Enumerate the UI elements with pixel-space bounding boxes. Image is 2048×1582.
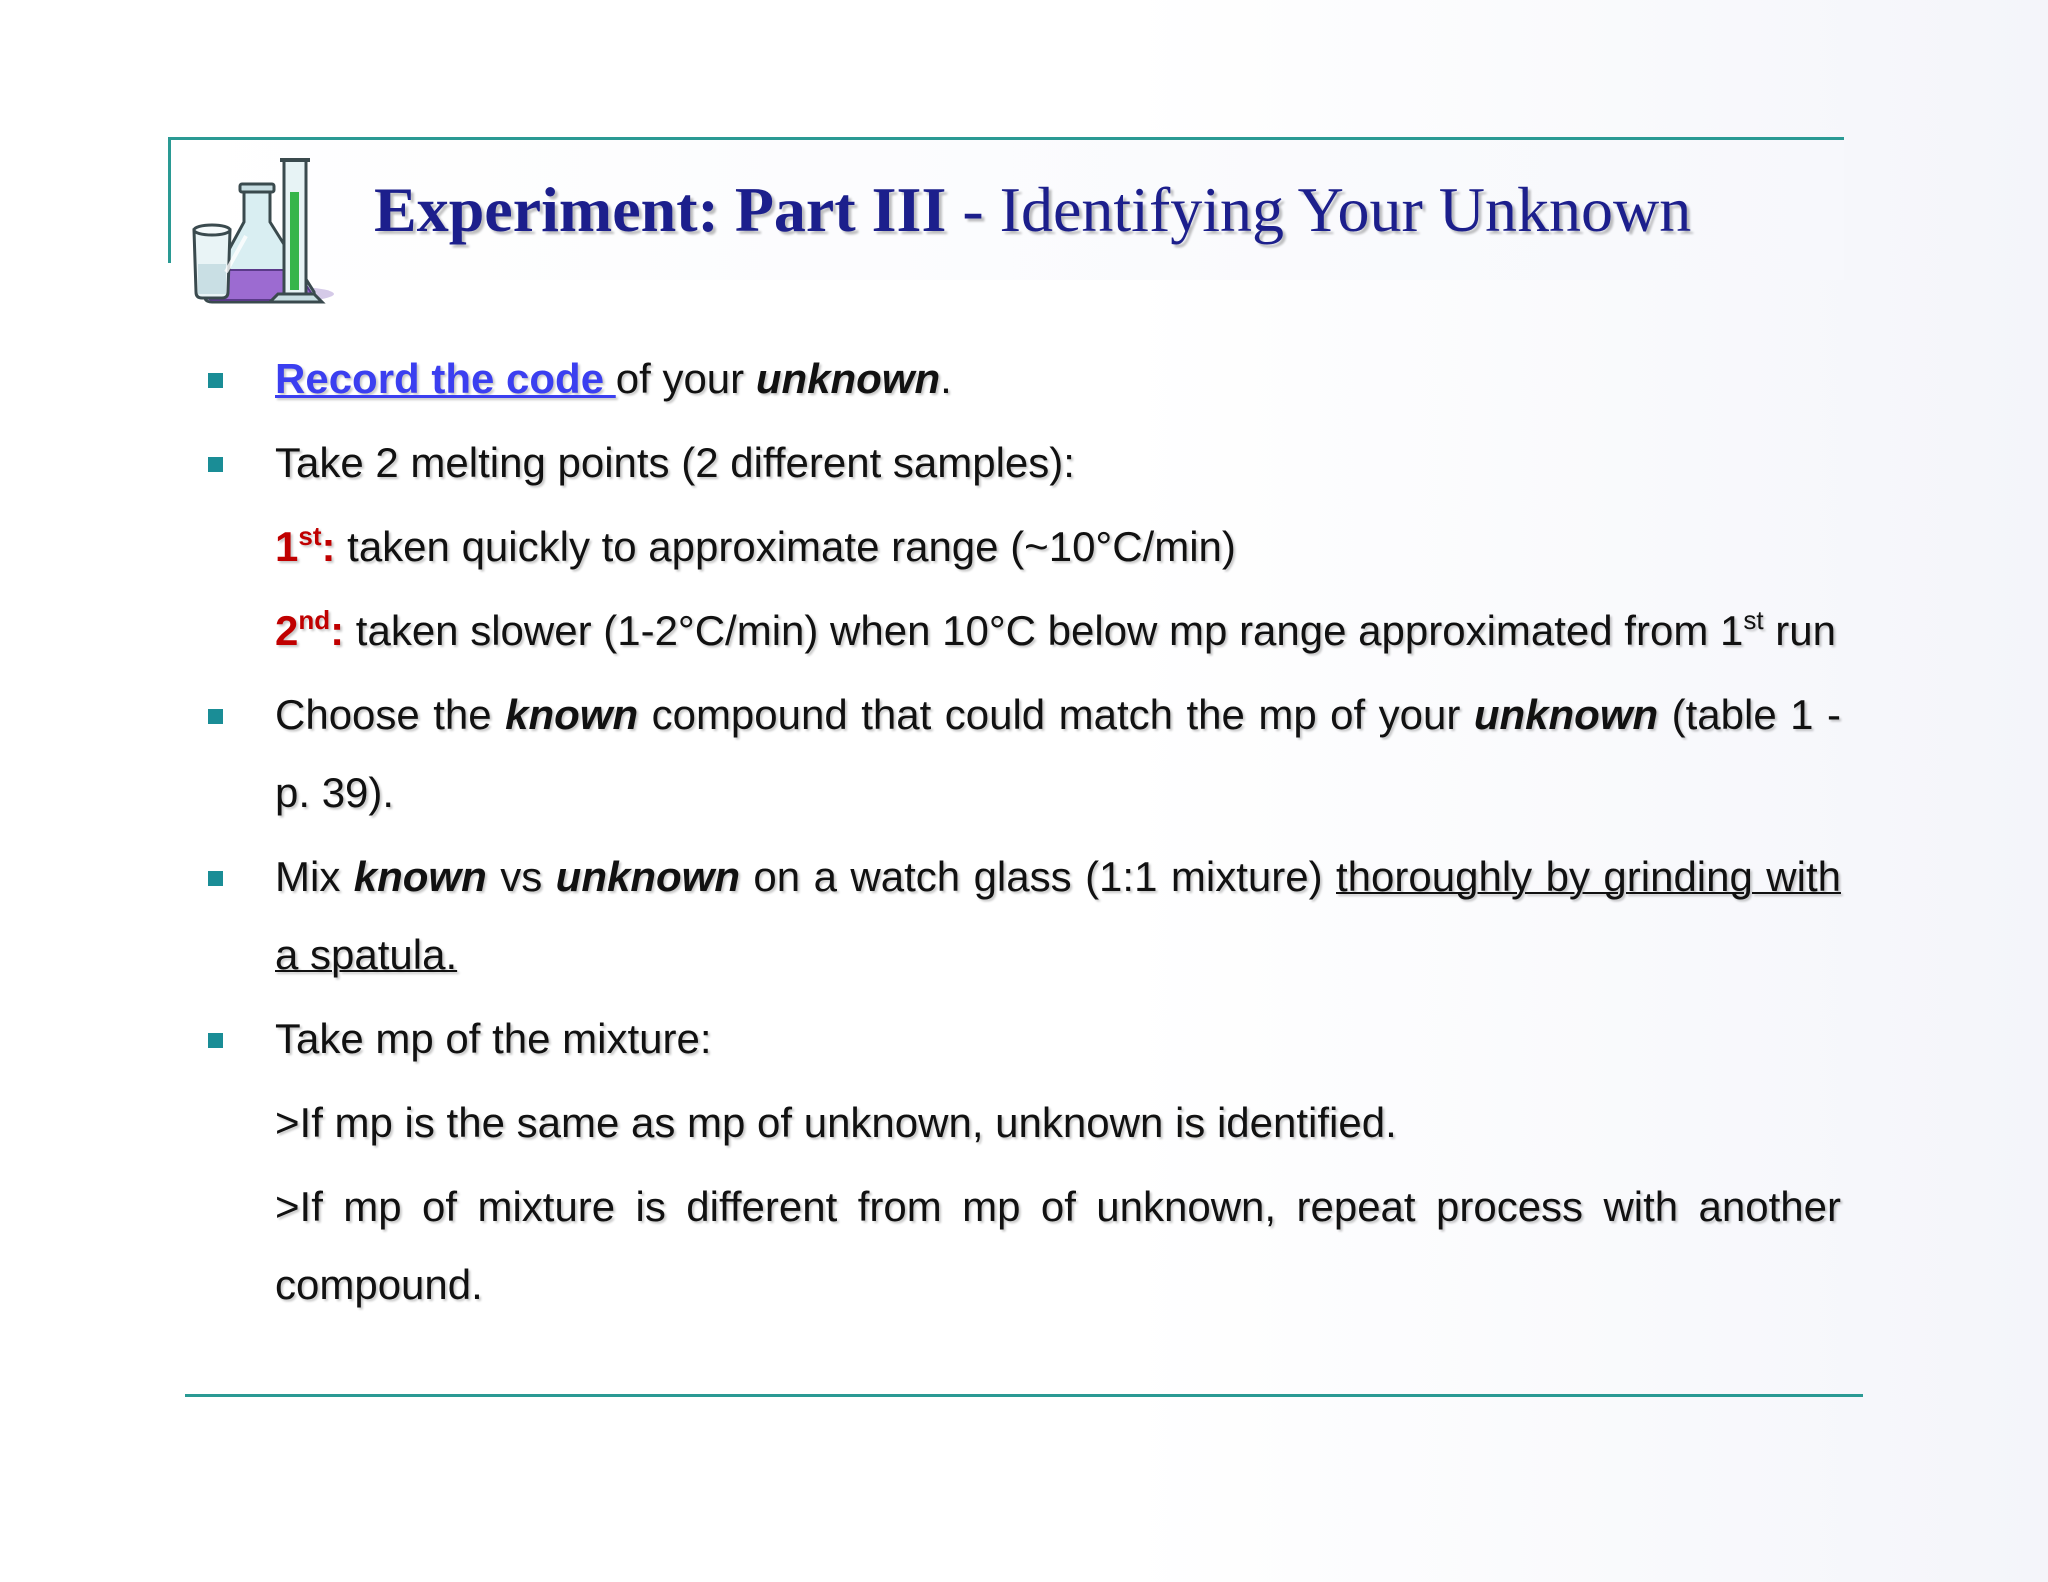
ordinal-number: 1 (275, 523, 299, 570)
list-item-text: Take mp of the mixture: (275, 1015, 712, 1062)
slide-title (374, 168, 1854, 252)
list-item-text: vs (486, 853, 556, 900)
list-item (275, 1000, 1841, 1078)
ordinal-label (275, 523, 335, 570)
underlined-instruction: thoroughly by grinding with a spatula. (275, 853, 1841, 978)
ordinal-colon: : (321, 523, 336, 570)
sub-item-second-run (275, 592, 1841, 670)
sub-item-sup: st (1743, 605, 1764, 635)
sub-item-text: >If mp of mixture is different from mp of unknown, repeat process with another compound. (275, 1183, 1841, 1308)
square-bullet-icon (208, 1033, 223, 1048)
slide-title-rest: - Identifying Your Unknown (946, 174, 1692, 245)
list-item-text: Choose the (275, 691, 506, 738)
slide-content (275, 340, 1841, 1324)
ordinal-colon: : (330, 607, 345, 654)
list-item-text: Take 2 melting points (2 different samples): (275, 439, 1075, 486)
sub-item-different-mp (275, 1168, 1841, 1324)
emphasis-known: known (353, 853, 487, 900)
sub-item-text: >If mp is the same as mp of unknown, unknown is identified. (275, 1099, 1397, 1146)
list-item (275, 838, 1841, 994)
bottom-rule (185, 1394, 1863, 1397)
emphasis-known: known (505, 691, 639, 738)
list-item-text: (table 1 - p. 39). (275, 691, 1841, 816)
square-bullet-icon (208, 457, 223, 472)
record-the-code-link[interactable]: Record the code (275, 355, 616, 402)
sub-item-same-mp (275, 1084, 1841, 1162)
square-bullet-icon (208, 709, 223, 724)
slide-title-bold: Experiment: Part III (374, 174, 947, 245)
list-item-text: . (940, 355, 952, 402)
list-item (275, 340, 1841, 418)
ordinal-label (275, 607, 344, 654)
emphasis-unknown: unknown (755, 355, 941, 402)
ordinal-suffix: nd (298, 605, 331, 635)
emphasis-unknown: unknown (1473, 691, 1659, 738)
ordinal-number: 2 (275, 607, 299, 654)
emphasis-unknown: unknown (555, 853, 740, 900)
list-item-text: of your (615, 355, 756, 402)
sub-item-text: taken quickly to approximate range (~10°C/min) (335, 523, 1236, 570)
list-item (275, 676, 1841, 832)
list-item-text: on a watch glass (1:1 mixture) (739, 853, 1337, 900)
sub-item-text: run (1763, 607, 1836, 654)
square-bullet-icon (208, 373, 223, 388)
ordinal-suffix: st (298, 521, 322, 551)
list-item-text: compound that could match the mp of your (638, 691, 1474, 738)
sub-item-first-run (275, 508, 1841, 586)
lab-glassware-icon (186, 152, 346, 314)
sub-item-text: taken slower (1-2°C/min) when 10°C below mp range approximated from 1 (344, 607, 1744, 654)
list-item-text: Mix (275, 853, 354, 900)
square-bullet-icon (208, 871, 223, 886)
list-item (275, 424, 1841, 502)
